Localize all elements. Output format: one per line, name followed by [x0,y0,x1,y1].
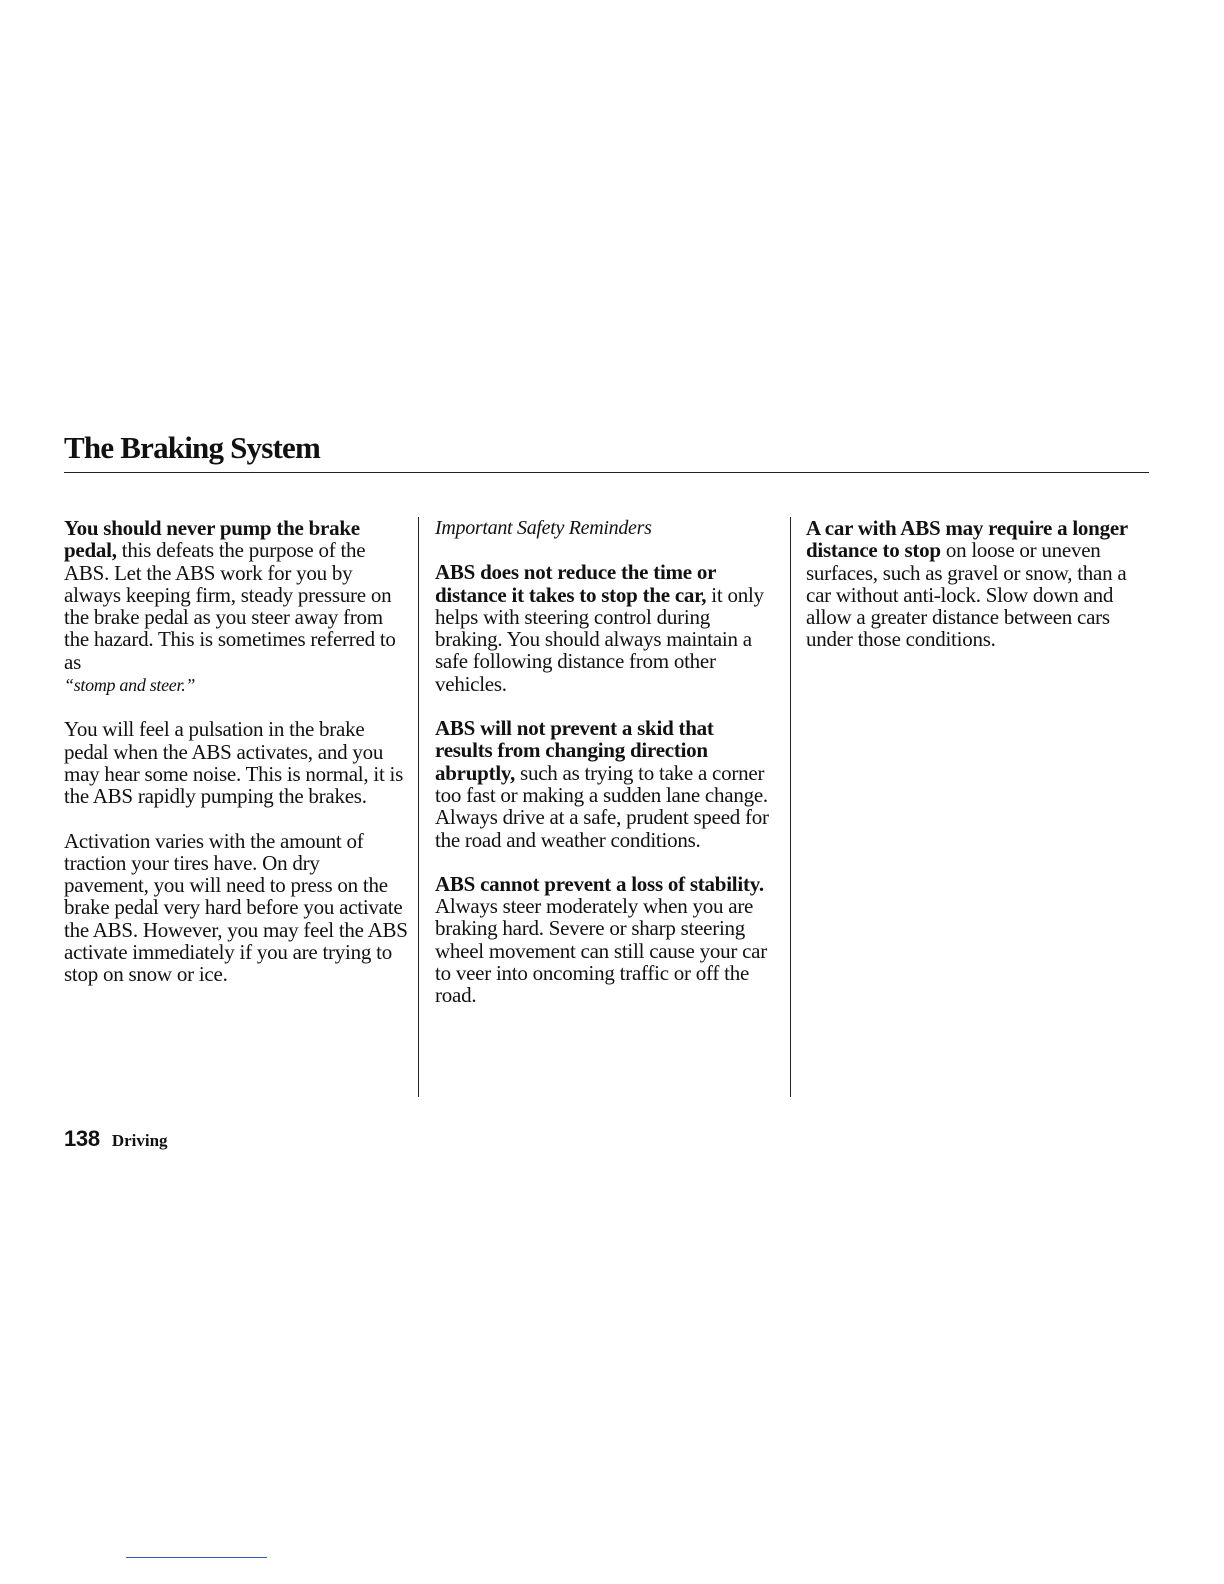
bold-lead-in: A car with ABS may require a longer distance to stop [806,516,1128,563]
page-footer [64,1126,168,1152]
column-divider [418,517,419,1097]
bottom-rule [126,1557,267,1558]
safety-reminders-subheading: Important Safety Reminders [435,517,652,539]
page-title: The Braking System [64,430,321,465]
paragraph-pump-pedal [64,517,409,696]
paragraph-pulsation: You will feel a pulsation in the brake pedal when the ABS activates, and you may hear some noise. This is normal, it is the ABS rapidly pumping the brakes. [64,717,404,809]
paragraph-abs-stability [435,873,775,1007]
bold-lead-in: You should never pump the brake pedal, [64,516,360,563]
bold-lead-in: ABS cannot prevent a loss of stability. [435,871,764,896]
paragraph-abs-time-distance [435,561,775,695]
section-name: Driving [111,1131,168,1150]
column-divider [790,517,791,1097]
body-text: such as trying to take a corner too fast or making a sudden lane change. Always drive at a safe, prudent speed for the road and weather conditions. [435,760,769,852]
paragraph-abs-skid [435,717,775,851]
body-text: Always steer moderately when you are braking hard. Severe or sharp steering wheel movement can still cause your car to veer into oncoming traffic or off the road. [435,894,767,1008]
stomp-and-steer-quote: “stomp and steer.” [64,675,196,696]
bold-lead-in: ABS does not reduce the time or distance it takes to stop the car, [435,560,716,607]
page-number: 138 [64,1126,100,1151]
paragraph-stopping-distance [806,517,1146,651]
column-1 [64,517,409,1008]
body-text: on loose or uneven surfaces, such as gravel or snow, than a car without anti-lock. Slow down and allow a greater distance between cars under those conditions. [806,538,1127,652]
paragraph-activation: Activation varies with the amount of traction your tires have. On dry pavement, you will need to press on the brake pedal very hard before you activate the ABS. However, you may feel the ABS activate immediately if you are trying to stop on snow or ice. [64,828,408,987]
column-2 [435,517,775,1029]
body-text: this defeats the purpose of the ABS. Let the ABS work for you by always keeping firm, steady pressure on the brake pedal as you steer away from the hazard. This is sometimes referred to as [64,538,396,674]
body-text: it only helps with steering control during braking. You should always maintain a safe following distance from other vehicles. [435,582,764,696]
bold-lead-in: ABS will not prevent a skid that results from changing direction abruptly, [435,716,714,785]
column-3 [806,517,1146,673]
header-rule [64,472,1149,473]
